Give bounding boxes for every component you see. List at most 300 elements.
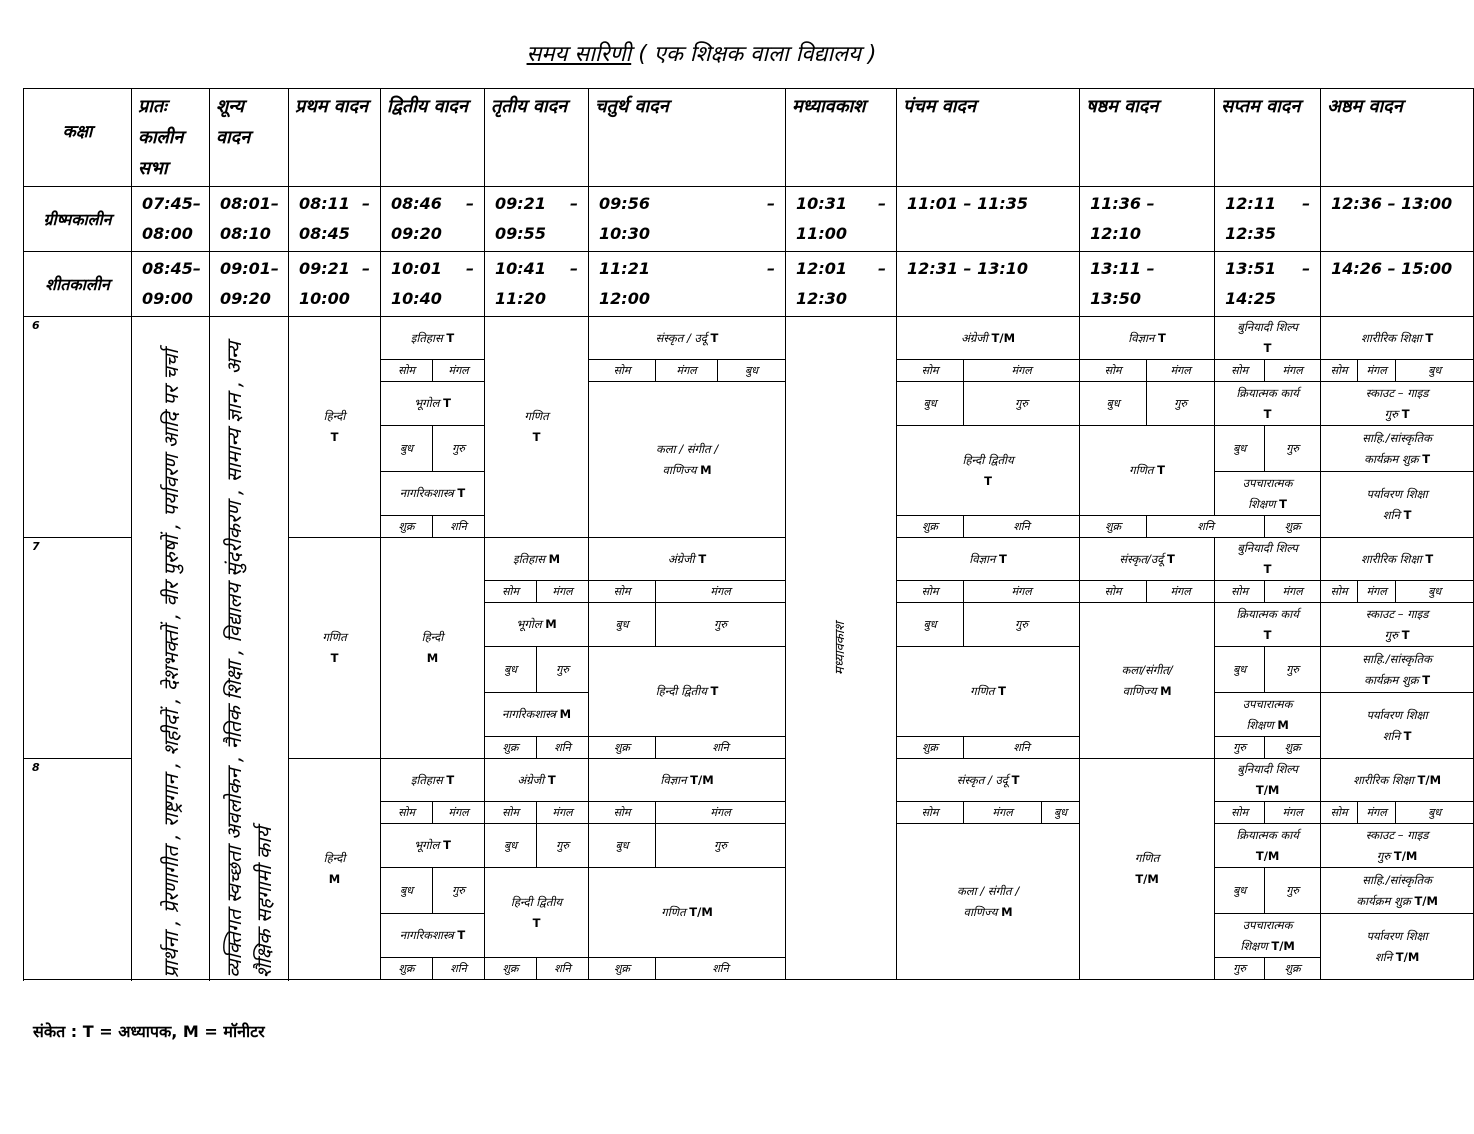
day: गुरु: [1215, 958, 1265, 980]
time-dash: –: [570, 194, 579, 213]
subject: कला/संगीत/: [1121, 662, 1173, 677]
time-start: 08:45–: [142, 259, 201, 278]
time-end: 09:20: [391, 224, 442, 243]
c6-p5-hindi2: [897, 426, 1080, 516]
subject: शनि: [1374, 949, 1393, 964]
time-dash: –: [878, 259, 887, 278]
assembly-activities: [132, 317, 210, 980]
subject: भूगोल: [516, 617, 542, 631]
time-end: 08:45: [299, 224, 350, 243]
day: सोम: [1215, 802, 1265, 824]
time-dash: –: [466, 194, 475, 213]
time-start: 09:01–: [220, 259, 279, 278]
c6-p2-nagrik: [381, 472, 485, 516]
subject: कार्यक्रम शुक्र: [1356, 893, 1411, 908]
day: बुध: [1215, 426, 1265, 472]
zero-text: व्यक्तिगत स्वच्छता अवलोकन , नैतिक शिक्षा , विद्यालय सुंदरीकरण , सामान्य ज्ञान , अन्य शैक्षिक सहगामी कार्य: [222, 341, 276, 978]
c8-p8-sharirik: [1321, 759, 1474, 802]
winter-time-p3: [485, 252, 589, 317]
day: बुध: [1396, 581, 1474, 603]
time-end: 11:00: [796, 224, 847, 243]
day: शनि: [964, 737, 1080, 759]
subject: गुरु: [1384, 627, 1399, 642]
role: T: [1279, 496, 1288, 511]
header-p8: अष्ठम वादन: [1321, 89, 1474, 187]
role: T/M: [690, 772, 714, 787]
c8-p4-vigyan: [589, 759, 786, 802]
c7-p5-vigyan: [897, 538, 1080, 581]
role: T: [446, 330, 455, 345]
subject: शिक्षण: [1246, 717, 1274, 732]
timetable: [23, 88, 1474, 980]
header-p7: सप्तम वादन: [1215, 89, 1321, 187]
role: M: [426, 651, 439, 665]
subject: उपचारात्मक: [1242, 696, 1293, 711]
day: शुक्र: [485, 737, 537, 759]
time-end: 09:00: [142, 289, 193, 308]
subject: शिक्षण: [1240, 938, 1268, 953]
role: M: [1160, 683, 1172, 698]
day: सोम: [485, 802, 537, 824]
time-start: 12:11: [1225, 194, 1277, 213]
subject: अंग्रेजी: [667, 551, 695, 566]
subject: क्रियात्मक कार्य: [1236, 385, 1299, 400]
subject: शारीरिक शिक्षा: [1361, 551, 1422, 566]
subject: विज्ञान: [660, 772, 687, 787]
day: सोम: [381, 360, 433, 382]
c7-p7-upchar: [1215, 693, 1321, 737]
time-end: 12:30: [796, 289, 847, 308]
role: T/M: [1255, 848, 1280, 863]
c7-p5-ganit: [897, 647, 1080, 737]
day: शनि: [433, 958, 485, 980]
day: मंगल: [964, 581, 1080, 603]
role: T/M: [689, 905, 713, 919]
day: गुरु: [964, 382, 1080, 426]
day: बुध: [381, 868, 433, 914]
day: सोम: [1321, 360, 1358, 382]
role: T: [1401, 406, 1410, 421]
day: बुध: [1080, 382, 1147, 426]
subject: संस्कृत / उर्दू: [655, 330, 707, 345]
role: T: [443, 396, 451, 410]
c6-p8-paryavaran: [1321, 472, 1474, 538]
c7-p8-paryavaran: [1321, 693, 1474, 759]
day: मंगल: [433, 802, 485, 824]
day: शनि: [537, 737, 589, 759]
day: सोम: [1080, 581, 1147, 603]
role: T/M: [1414, 893, 1438, 908]
summer-time-recess: [786, 187, 897, 252]
time-start: 09:21: [299, 259, 350, 278]
role: M: [328, 872, 341, 886]
subject: अंग्रेजी: [961, 330, 988, 345]
day: मंगल: [964, 802, 1042, 824]
subject: कार्यक्रम शुक्र: [1364, 672, 1419, 687]
day: गुरु: [1215, 737, 1265, 759]
role: T: [1422, 451, 1431, 466]
subject: संस्कृत/उर्दू: [1119, 551, 1164, 566]
winter-time-recess: [786, 252, 897, 317]
day: शुक्र: [1265, 737, 1321, 759]
day: बुध: [589, 824, 656, 868]
c6-p2-itihas: [381, 317, 485, 360]
class-7-label: 7: [24, 538, 132, 759]
day: मंगल: [1358, 360, 1396, 382]
time-dash: –: [466, 259, 475, 278]
subject: भूगोल: [414, 838, 440, 852]
c6-p2-bhugol: [381, 382, 485, 426]
subject: शिक्षण: [1248, 496, 1276, 511]
subject: साहि./सांस्कृतिक: [1362, 430, 1433, 445]
time-end: 09:20: [220, 289, 271, 308]
c6-p8-sahi: [1321, 426, 1474, 472]
time-start: 10:31: [796, 194, 847, 213]
winter-time-assembly: [132, 252, 210, 317]
c7-p7-buniyadi: [1215, 538, 1321, 581]
role: T: [330, 651, 339, 665]
c6-p8-sharirik: [1321, 317, 1474, 360]
time-dash: –: [767, 259, 776, 278]
day: बुध: [1215, 868, 1265, 914]
summer-time-p2: [381, 187, 485, 252]
subject: शनि: [1382, 728, 1400, 743]
role: T: [1263, 627, 1272, 642]
day: सोम: [897, 360, 964, 382]
time-end: 12:35: [1225, 224, 1277, 243]
day: सोम: [1215, 360, 1265, 382]
c8-p5-sanskrit: [897, 759, 1080, 802]
subject: कला / संगीत /: [957, 883, 1020, 898]
c8-p1-subject: [289, 759, 381, 980]
day: गुरु: [1265, 426, 1321, 472]
c8-p2-bhugol: [381, 824, 485, 868]
subject: गणित: [970, 684, 995, 698]
day: शुक्र: [589, 737, 656, 759]
subject: भूगोल: [414, 396, 440, 410]
time-start: 08:46: [391, 194, 442, 213]
time-end: 08:00: [142, 224, 193, 243]
day: शुक्र: [485, 958, 537, 980]
time-dash: –: [362, 194, 370, 213]
role: T: [532, 915, 541, 930]
c7-p8-scout: [1321, 603, 1474, 647]
role: M: [545, 617, 557, 631]
role: M: [1001, 904, 1013, 919]
winter-time-p5: 12:31 – 13:10: [897, 252, 1080, 317]
subject: बुनियादी शिल्प: [1237, 762, 1298, 776]
role: T: [698, 551, 707, 566]
day: गुरु: [656, 824, 786, 868]
c8-p7-kriya: [1215, 824, 1321, 868]
day: मंगल: [1147, 360, 1215, 382]
c6-p5-angreji: [897, 317, 1080, 360]
c8-p7-buniyadi: [1215, 759, 1321, 802]
time-start: 10:41: [495, 259, 546, 278]
role: T: [1401, 627, 1410, 642]
c8-p3-angreji: [485, 759, 589, 802]
role: T: [1158, 330, 1166, 345]
time-dash: –: [767, 194, 776, 213]
role: T: [330, 430, 339, 444]
role: T: [457, 486, 466, 500]
winter-time-p1: [289, 252, 381, 317]
assembly-text: प्रार्थना , प्रेरणागीत , राष्ट्रगान , शहीदों , देशभक्तों , वीर पुरुषों , पर्यावरण आदि पर चर्चा: [158, 349, 183, 978]
c6-p4-kala: [589, 382, 786, 538]
c8-p3-hindi2: [485, 868, 589, 958]
subject: गणित: [1134, 851, 1160, 865]
role: T: [1166, 551, 1175, 566]
c7-p3-bhugol: [485, 603, 589, 647]
role: T/M: [1255, 783, 1280, 797]
subject: कार्यक्रम शुक्र: [1364, 451, 1419, 466]
day: सोम: [485, 581, 537, 603]
day: सोम: [381, 802, 433, 824]
c8-p7-upchar: [1215, 914, 1321, 958]
day: मंगल: [1265, 360, 1321, 382]
c8-p2-itihas: [381, 759, 485, 802]
subject: स्काउट – गाइड: [1365, 385, 1429, 400]
role: M: [700, 462, 712, 477]
time-end: 10:30: [599, 224, 650, 243]
role: T: [1263, 562, 1272, 576]
day: मंगल: [1358, 581, 1396, 603]
subject: पर्यावरण शिक्षा: [1366, 707, 1428, 722]
time-start: 08:01–: [220, 194, 279, 213]
subject: साहि./सांस्कृतिक: [1362, 872, 1433, 887]
header-class: कक्षा: [24, 89, 132, 187]
role: T: [1403, 728, 1412, 743]
day: मंगल: [656, 581, 786, 603]
c6-p7-buniyadi: [1215, 317, 1321, 360]
recess-text: मध्यावकाश: [833, 621, 849, 675]
role: T: [457, 928, 466, 942]
c6-p3-subject: [485, 317, 589, 538]
day: मंगल: [433, 360, 485, 382]
day: गुरु: [656, 603, 786, 647]
day: शुक्र: [381, 958, 433, 980]
c7-p8-sharirik: [1321, 538, 1474, 581]
c7-p6-kala: [1080, 603, 1215, 759]
c7-p8-sahi: [1321, 647, 1474, 693]
role: T/M: [1271, 938, 1295, 953]
subject: हिन्दी: [323, 851, 346, 865]
summer-time-p6: 11:36 – 12:10: [1080, 187, 1215, 252]
day: सोम: [589, 581, 656, 603]
day: बुध: [381, 426, 433, 472]
subject: अंग्रेजी: [517, 772, 545, 787]
header-recess: मध्यावकाश: [786, 89, 897, 187]
time-start: 09:56: [599, 194, 650, 213]
c6-p6-vigyan: [1080, 317, 1215, 360]
day: शनि: [433, 516, 485, 538]
c7-p3-itihas: [485, 538, 589, 581]
c6-p1-subject: [289, 317, 381, 538]
day: शुक्र: [589, 958, 656, 980]
role: T: [547, 772, 556, 787]
subject: वाणिज्य: [1122, 683, 1157, 698]
day: सोम: [897, 802, 964, 824]
day: बुध: [718, 360, 786, 382]
time-end: 08:10: [220, 224, 271, 243]
c6-p4-sanskrit: [589, 317, 786, 360]
winter-time-p4: [589, 252, 786, 317]
subject: गणित: [1129, 463, 1154, 477]
page-title: [0, 38, 1403, 68]
header-p4: चतुर्थ वादन: [589, 89, 786, 187]
c7-p1-subject: [289, 538, 381, 759]
time-end: 12:00: [599, 289, 650, 308]
time-end: 11:20: [495, 289, 546, 308]
winter-time-p8: 14:26 – 15:00: [1321, 252, 1474, 317]
summer-time-p1: [289, 187, 381, 252]
day: शुक्र: [381, 516, 433, 538]
time-start: 07:45–: [142, 194, 201, 213]
day: सोम: [1321, 802, 1358, 824]
role: T/M: [991, 330, 1016, 345]
day: सोम: [897, 581, 964, 603]
subject: हिन्दी: [421, 630, 444, 644]
winter-time-zero: [210, 252, 289, 317]
title-sub: ( एक शिक्षक वाला विद्यालय ): [638, 42, 877, 67]
day: शुक्र: [897, 737, 964, 759]
time-dash: –: [1302, 259, 1311, 278]
header-p6: षष्ठम वादन: [1080, 89, 1215, 187]
winter-time-p7: [1215, 252, 1321, 317]
role: T: [1425, 551, 1434, 566]
day: शुक्र: [897, 516, 964, 538]
subject: शारीरिक शिक्षा: [1353, 772, 1414, 787]
time-dash: –: [1302, 194, 1311, 213]
subject: शनि: [1382, 507, 1400, 522]
subject: शारीरिक शिक्षा: [1361, 330, 1422, 345]
day: बुध: [1042, 802, 1080, 824]
winter-time-p6: 13:11 – 13:50: [1080, 252, 1215, 317]
day: मंगल: [537, 802, 589, 824]
c6-p6-ganit: [1080, 426, 1215, 516]
summer-row: [24, 187, 1474, 252]
day: गुरु: [1147, 382, 1215, 426]
c6-p7-kriya: [1215, 382, 1321, 426]
c7-p7-kriya: [1215, 603, 1321, 647]
c8-p5-kala: [897, 824, 1080, 980]
day: शनि: [656, 737, 786, 759]
day: सोम: [1321, 581, 1358, 603]
day: बुध: [1396, 360, 1474, 382]
role: T: [443, 838, 451, 852]
class-8-label: 8: [24, 759, 132, 980]
time-end: 10:40: [391, 289, 442, 308]
c8-p8-scout: [1321, 824, 1474, 868]
role: T/M: [1393, 848, 1418, 863]
time-end: 14:25: [1225, 289, 1277, 308]
subject: उपचारात्मक: [1242, 475, 1293, 490]
day: सोम: [1080, 360, 1147, 382]
day: मंगल: [656, 802, 786, 824]
day: बुध: [897, 603, 964, 647]
day: शुक्र: [1080, 516, 1147, 538]
role: T/M: [1417, 772, 1442, 787]
c8-p2-nagrik: [381, 914, 485, 958]
role: M: [1277, 717, 1289, 732]
role: T: [710, 684, 719, 698]
subject: इतिहास: [410, 330, 443, 345]
zero-period-activities: [210, 317, 289, 980]
role: T: [1011, 772, 1020, 787]
subject: इतिहास: [512, 551, 545, 566]
day: बुध: [897, 382, 964, 426]
title-main: समय सारिणी: [526, 42, 632, 67]
c7-p6-sanskrit: [1080, 538, 1215, 581]
day: मंगल: [537, 581, 589, 603]
day: सोम: [589, 802, 656, 824]
day: बुध: [589, 603, 656, 647]
day: बुध: [1396, 802, 1474, 824]
subject: गणित: [661, 905, 686, 919]
subject: हिन्दी द्वितीय: [962, 452, 1014, 467]
subject: हिन्दी द्वितीय: [510, 894, 563, 909]
c7-p4-hindi2: [589, 647, 786, 737]
subject: हिन्दी: [323, 409, 346, 423]
subject: वाणिज्य: [963, 904, 998, 919]
day: सोम: [589, 360, 656, 382]
day: बुध: [485, 824, 537, 868]
subject: पर्यावरण शिक्षा: [1366, 486, 1428, 501]
winter-row: [24, 252, 1474, 317]
day: गुरु: [537, 824, 589, 868]
day: गुरु: [537, 647, 589, 693]
role: T: [1422, 672, 1431, 687]
subject: स्काउट – गाइड: [1365, 606, 1429, 621]
role: M: [548, 551, 561, 566]
day: शुक्र: [1265, 516, 1321, 538]
day: शुक्र: [1265, 958, 1321, 980]
role: T/M: [1395, 949, 1420, 964]
role: T: [1157, 463, 1165, 477]
role: T: [1403, 507, 1412, 522]
time-dash: –: [362, 259, 370, 278]
time-dash: –: [878, 194, 887, 213]
day: शनि: [1147, 516, 1265, 538]
header-row: [24, 89, 1474, 187]
time-start: 09:21: [495, 194, 546, 213]
subject: इतिहास: [410, 772, 443, 787]
time-start: 12:01: [796, 259, 847, 278]
role: T: [1263, 341, 1272, 355]
role: T/M: [1135, 872, 1159, 886]
subject: क्रियात्मक कार्य: [1236, 606, 1299, 621]
day: मंगल: [656, 360, 718, 382]
day: मंगल: [1265, 581, 1321, 603]
day: मंगल: [1358, 802, 1396, 824]
c8-p6-ganit: [1080, 759, 1215, 980]
subject: गुरु: [1376, 848, 1391, 863]
header-p5: पंचम वादन: [897, 89, 1080, 187]
day: गुरु: [433, 426, 485, 472]
header-p3: तृतीय वादन: [485, 89, 589, 187]
day: मंगल: [1147, 581, 1215, 603]
summer-time-p7: [1215, 187, 1321, 252]
c7-p2-subject: [381, 538, 485, 759]
subject: नागरिकशास्त्र: [501, 707, 556, 721]
day: गुरु: [1265, 647, 1321, 693]
subject: क्रियात्मक कार्य: [1236, 827, 1299, 842]
day: गुरु: [1265, 868, 1321, 914]
c7-p3-nagrik: [485, 693, 589, 737]
subject: हिन्दी द्वितीय: [655, 684, 707, 698]
subject: कला / संगीत /: [655, 441, 719, 456]
recess-column: [786, 317, 897, 980]
